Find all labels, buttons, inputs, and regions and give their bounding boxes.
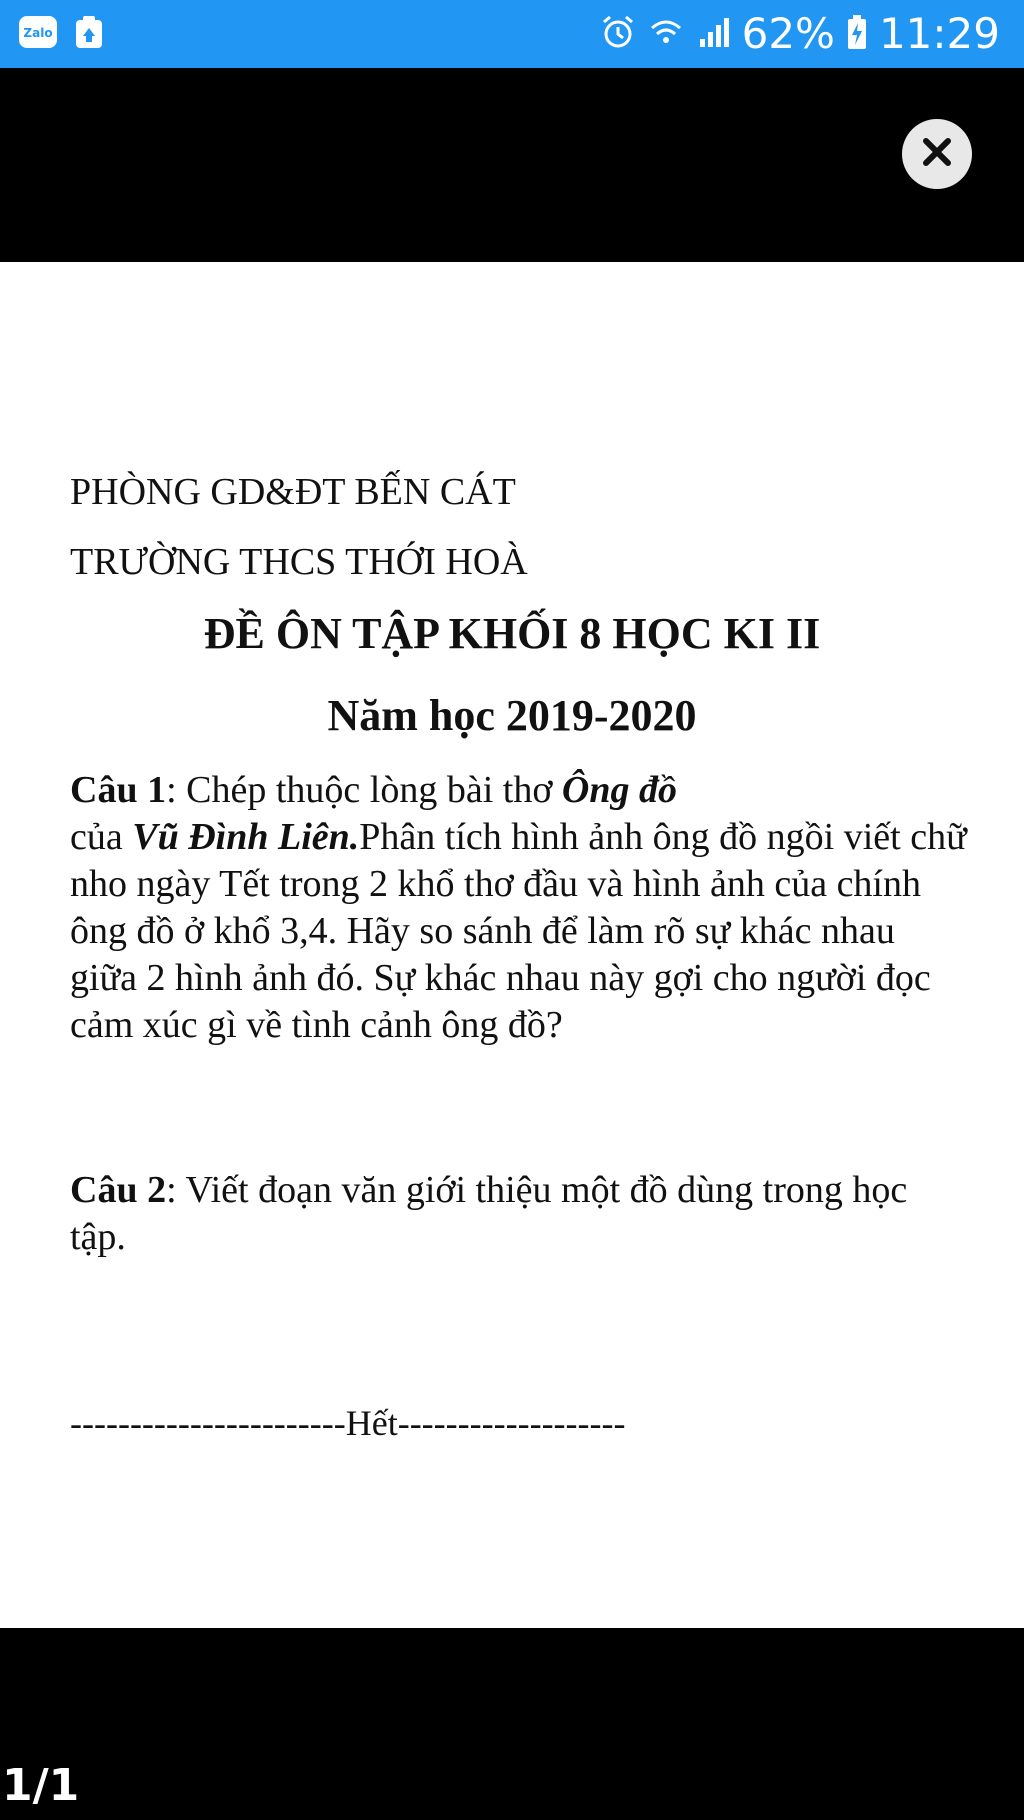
- question-2-sep: :: [166, 1169, 186, 1211]
- question-2-label: Câu 2: [70, 1169, 167, 1211]
- wifi-icon: [648, 14, 684, 55]
- question-1-sep: :: [166, 769, 187, 811]
- signal-icon: [696, 15, 730, 54]
- question-2: [70, 1167, 970, 1261]
- status-bar: [0, 0, 1024, 68]
- viewer-toolbar: [0, 68, 1024, 262]
- poem-author: Vũ Đình Liên.: [132, 816, 360, 858]
- viewer-footer: [0, 1628, 1024, 1820]
- end-marker: -----------------------Hết-------------------: [70, 1403, 626, 1443]
- exam-title: ĐỀ ÔN TẬP KHỐI 8 HỌC KI II: [203, 609, 821, 658]
- poem-title: Ông đồ: [561, 769, 677, 811]
- svg-text:Zalo: Zalo: [23, 26, 53, 40]
- office-heading: PHÒNG GD&ĐT BẾN CÁT: [70, 471, 516, 513]
- zalo-icon: [18, 15, 58, 54]
- page-indicator: 1/1: [2, 1760, 80, 1811]
- battery-percent: 62%: [741, 9, 835, 58]
- question-1-text-c: Phân tích hình ảnh ông đồ ngồi viết chữ nho ngày Tết trong 2 khổ thơ đầu và hình ảnh của chính ông đồ ở khổ 3,4. Hãy so sánh để làm rõ sự khác nhau giữa 2 hình ảnh đó. Sự khác nhau này gợi cho người đọc cảm xúc gì về tình cảnh ông đồ?: [70, 816, 967, 1046]
- school-heading: TRƯỜNG THCS THỚI HOÀ: [70, 541, 528, 583]
- close-icon: [917, 132, 957, 177]
- battery-icon: [847, 14, 867, 55]
- close-button[interactable]: [902, 119, 972, 189]
- question-2-text: Viết đoạn văn giới thiệu một đồ dùng trong học tập.: [70, 1169, 908, 1258]
- question-1-text-a: Chép thuộc lòng bài thơ: [186, 769, 562, 811]
- school-year: Năm học 2019-2020: [327, 691, 697, 740]
- question-1-text-b: của: [70, 816, 133, 858]
- alarm-icon: [600, 14, 636, 55]
- document-page: [0, 262, 1024, 1628]
- question-1-label: Câu 1: [70, 769, 167, 811]
- recycle-icon: [74, 14, 104, 55]
- question-1: [70, 767, 970, 1049]
- clock: 11:29: [878, 9, 1000, 58]
